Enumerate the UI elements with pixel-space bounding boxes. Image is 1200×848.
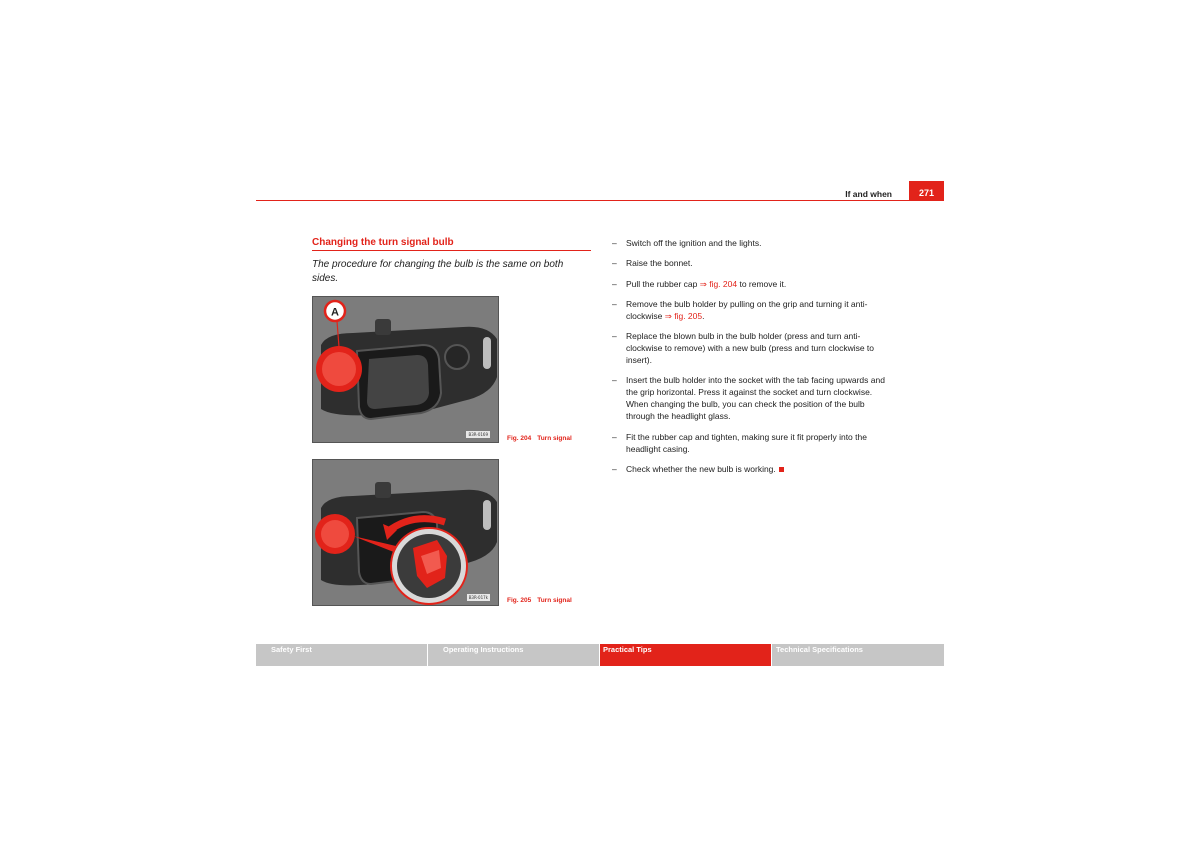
callout-a-label: A (331, 306, 339, 319)
procedure-steps (612, 237, 894, 483)
figure-code: B3R-0169 (468, 432, 488, 437)
figure-204-caption (507, 435, 572, 442)
section-intro: The procedure for changing the bulb is the same on both sides. (312, 259, 564, 284)
step-item (612, 298, 894, 322)
step-text: Fit the rubber cap and tighten, making sure it fit properly into the headlight casing. (626, 431, 867, 454)
step-item (612, 257, 894, 269)
tab-operating-instructions[interactable]: Operating Instructions (428, 644, 599, 666)
step-item (612, 237, 894, 249)
step-text: Switch off the ignition and the lights. (626, 238, 762, 248)
step-text: Pull the rubber cap (626, 278, 700, 289)
step-text: to remove it. (737, 278, 787, 289)
step-item (612, 330, 894, 366)
step-text: Insert the bulb holder into the socket with the tab facing upwards and the grip horizontal. Press it against the socket and turn clockwise. When changing the bulb, you can check the position of the bulb through the headlight glass. (626, 375, 885, 422)
step-text: Remove the bulb holder by pulling on the grip and turning it anti-clockwise (626, 298, 868, 321)
figure-label: Fig. 204 (507, 435, 532, 442)
step-text: Check whether the new bulb is working. (626, 464, 776, 475)
step-item (612, 463, 894, 475)
step-item (612, 278, 894, 290)
tab-safety-first[interactable]: Safety First (256, 644, 427, 666)
figure-title: Turn signal (537, 435, 572, 442)
section-end-icon (779, 467, 784, 472)
figure-code: B3R-017k (468, 595, 488, 600)
section-heading: Changing the turn signal bulb (312, 237, 454, 248)
section-rule (312, 250, 591, 251)
figure-title: Turn signal (537, 597, 572, 604)
figure-205-image (312, 459, 499, 606)
page-number: 271 (909, 181, 944, 201)
figure-reference-link[interactable]: ⇒ fig. 204 (699, 278, 738, 289)
figure-reference-link[interactable]: ⇒ fig. 205 (664, 310, 703, 321)
step-item (612, 374, 894, 422)
tab-technical-specifications[interactable]: Technical Specifications (772, 644, 944, 666)
header-rule (256, 200, 944, 201)
step-text: Replace the blown bulb in the bulb holder (press and turn anti-clockwise to remove) with a new bulb (press and turn clockwise to insert). (626, 331, 875, 366)
step-text: . (702, 310, 705, 321)
step-text: Raise the bonnet. (626, 258, 693, 269)
figure-205-caption (507, 597, 572, 604)
figure-label: Fig. 205 (507, 597, 532, 604)
figure-204-image (312, 296, 499, 443)
chapter-title: If and when (845, 189, 892, 199)
tab-practical-tips[interactable]: Practical Tips (600, 644, 771, 666)
step-item (612, 431, 894, 455)
